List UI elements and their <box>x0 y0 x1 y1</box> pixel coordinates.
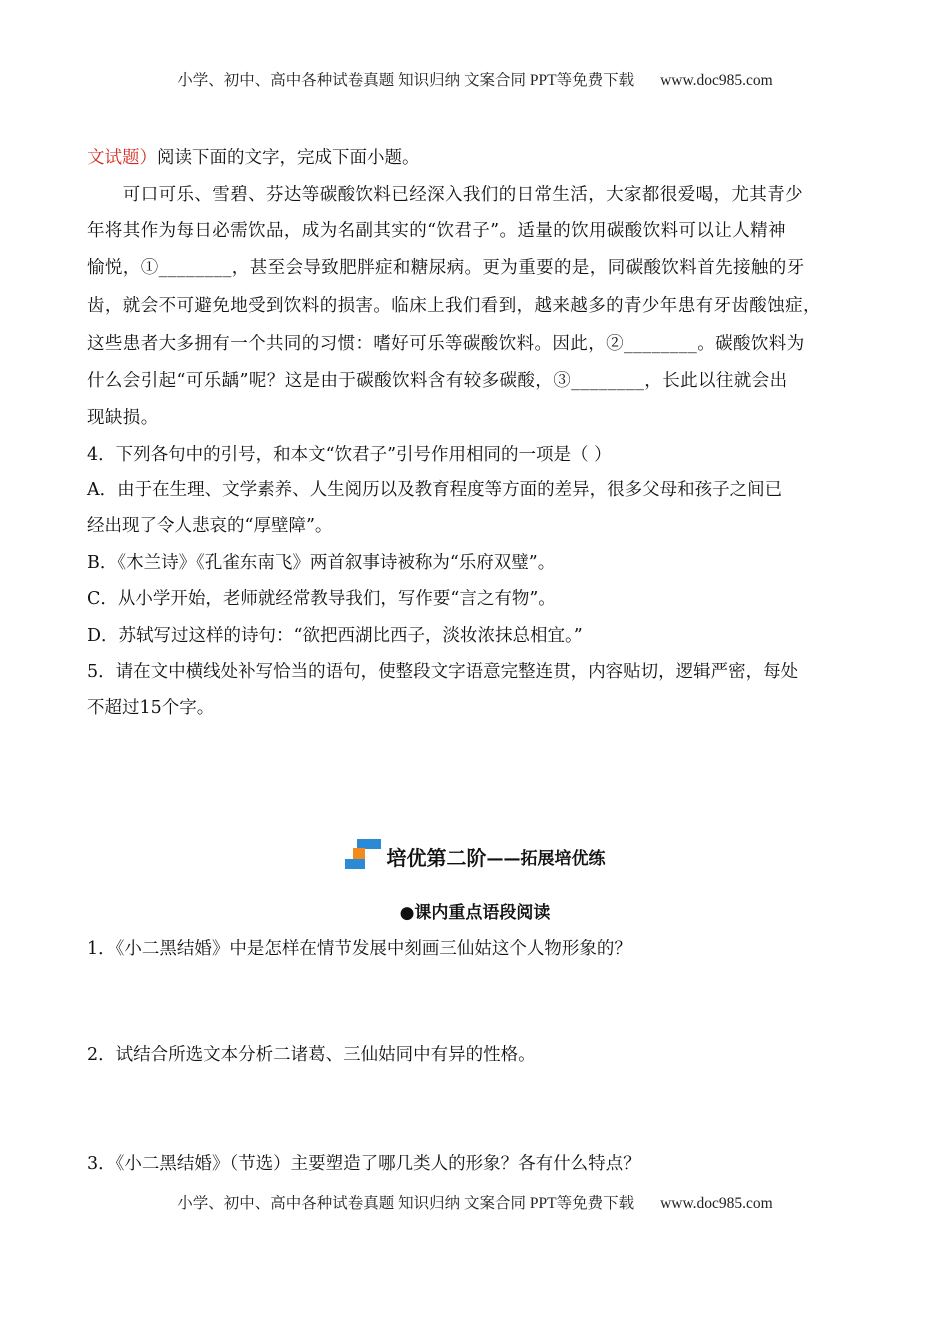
passage-line: 年将其作为每日必需饮品，成为名副其实的“饮君子”。适量的饮用碳酸饮料可以让人精神 <box>87 221 786 241</box>
passage-line: 齿，就会不可避免地受到饮料的损害。临床上我们看到，越来越多的青少年患有牙齿酸蚀症， <box>87 296 821 316</box>
option-d: D．苏轼写过这样的诗句：“欲把西湖比西子，淡妆浓抹总相宜。” <box>87 626 583 646</box>
question-5-line-2: 不超过15个字。 <box>87 698 215 718</box>
option-c: C．从小学开始，老师就经常教导我们，写作要“言之有物”。 <box>87 589 556 609</box>
section-title-main: 培优第二阶 <box>386 845 487 870</box>
section-question-1: 1．《小二黑结婚》中是怎样在情节发展中刻画三仙姑这个人物形象的？ <box>87 939 632 959</box>
blocks-icon <box>345 839 385 873</box>
intro-red-label: 文试题） <box>87 148 157 168</box>
page-footer <box>0 1191 950 1213</box>
footer-site-link[interactable]: www.doc985.com <box>660 1195 773 1212</box>
question-4: 4．下列各句中的引号，和本文“饮君子”引号作用相同的一项是（ ） <box>87 445 612 465</box>
intro-instruction: 阅读下面的文字，完成下面小题。 <box>157 148 420 168</box>
section-question-2: 2．试结合所选文本分析二诸葛、三仙姑同中有异的性格。 <box>87 1045 536 1065</box>
passage-intro <box>87 147 420 169</box>
passage-line: 什么会引起“可乐龋”呢？这是由于碳酸饮料含有较多碳酸，③________，长此以往就会出 <box>87 371 788 391</box>
option-b: B．《木兰诗》《孔雀东南飞》两首叙事诗被称为“乐府双璧”。 <box>87 553 556 573</box>
section-question-3: 3．《小二黑结婚》（节选）主要塑造了哪几类人的形象？各有什么特点？ <box>87 1154 641 1174</box>
section-title-rest: ——拓展培优练 <box>486 848 606 869</box>
question-5-line-1: 5．请在文中横线处补写恰当的语句，使整段文字语意完整连贯，内容贴切，逻辑严密，每处 <box>87 662 799 682</box>
passage-line: 现缺损。 <box>87 408 159 428</box>
option-a-line-2: 经出现了令人悲哀的“厚壁障”。 <box>87 516 333 536</box>
passage-line: 这些患者大多拥有一个共同的习惯：嗜好可乐等碳酸饮料。因此，②________。碳酸饮料为 <box>87 334 805 354</box>
footer-text: 小学、初中、高中各种试卷真题 知识归纳 文案合同 PPT等免费下载 <box>177 1195 635 1212</box>
passage-line: 可口可乐、雪碧、芬达等碳酸饮料已经深入我们的日常生活，大家都很爱喝，尤其青少 <box>87 185 803 205</box>
header-text: 小学、初中、高中各种试卷真题 知识归纳 文案合同 PPT等免费下载 <box>177 72 635 89</box>
header-site-link[interactable]: www.doc985.com <box>660 72 773 89</box>
option-a-line-1: A．由于在生理、文学素养、人生阅历以及教育程度等方面的差异，很多父母和孩子之间已 <box>87 480 783 500</box>
page-header <box>0 68 950 90</box>
section-heading <box>0 838 950 874</box>
passage-line: 愉悦，①________，甚至会导致肥胖症和糖尿病。更为重要的是，同碳酸饮料首先接触的牙 <box>87 258 805 278</box>
section-subtitle: ●课内重点语段阅读 <box>399 903 551 923</box>
